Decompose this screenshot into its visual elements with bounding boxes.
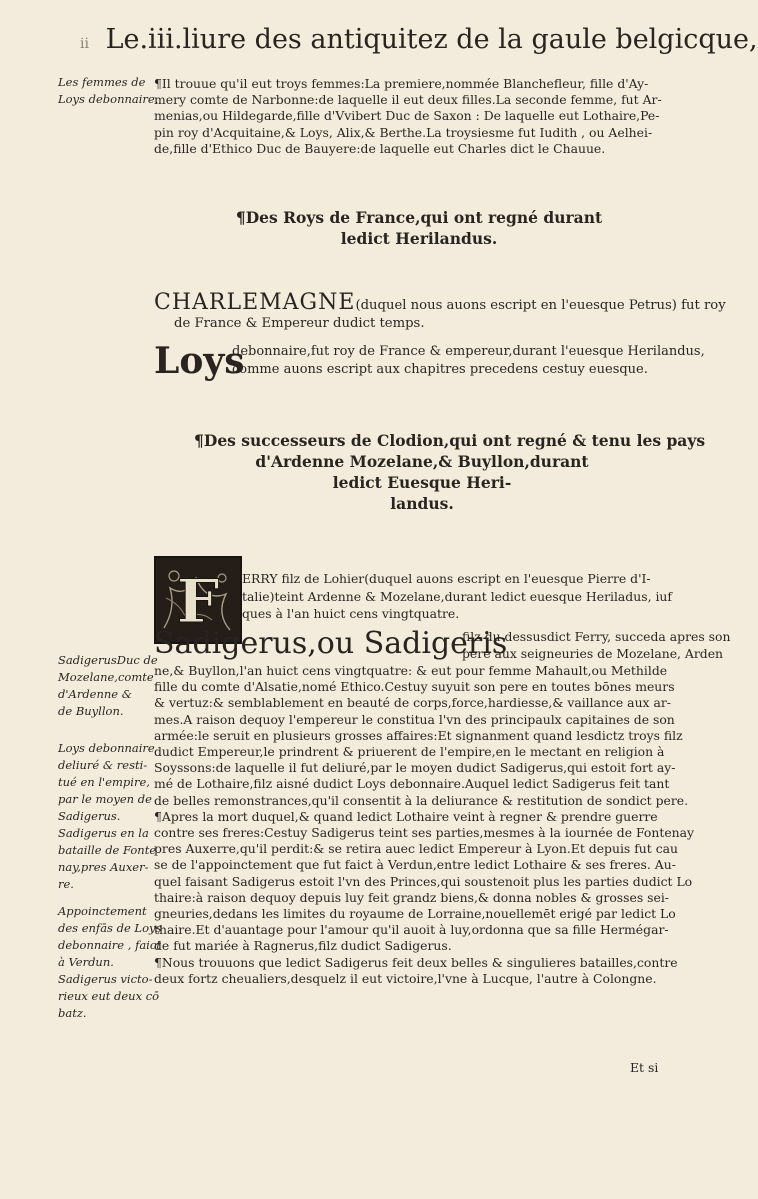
margin-note-line: des enfās de Loys [58,921,162,935]
margin-note-line: deliuré & resti- [58,758,148,772]
margin-note-line: Loys debonnaire. [58,92,159,106]
text-line: menias,ou Hildegarde,fille d'Vvibert Duc de Saxon : De laquelle eut Lothaire,Pe- [154,108,660,124]
text-line: mé de Lothaire,filz aisné dudict Loys debonnaire.Auquel ledict Sadigerus feit tant [154,776,670,792]
margin-note-sadigerus-duc [58,652,158,720]
margin-note-line: de Buyllon. [58,704,124,718]
margin-note-line: SadigerusDuc de [58,653,158,667]
heading-line: landus. [390,494,454,513]
margin-note-line: re. [58,877,74,891]
drop-letter: F [176,567,220,637]
margin-note-line: tué en l'empire, [58,775,150,789]
running-head-marks: ii [80,36,89,52]
running-head [80,18,758,66]
loys-paragraph [154,340,705,382]
margin-note-line: Les femmes de [58,75,146,89]
intro-paragraph [154,76,680,157]
margin-note-line: Loys debonnaire [58,741,155,755]
catchword: Et si [630,1060,659,1075]
text-line: quel faisant Sadigerus estoit l'vn des Princes,qui soustenoit plus les parties dudict Lo [154,873,693,889]
margin-note-femmes [58,74,159,108]
text-line: pere aux seigneuries de Mozelane, Arden [462,646,724,661]
heading-line: ledict Euesque Heri- [332,473,512,492]
text-line: ques à l'an huict cens vingtquatre. [242,606,460,621]
text-line: ¶Apres la mort duquel,& quand ledict Lothaire veint à regner & prendre guerre [154,808,658,824]
pilcrow-icon: ¶ [235,208,246,227]
text-line: pin roy d'Acquitaine,& Loys, Alix,& Berthe.La troysiesme fut Iudith , ou Aelhei- [154,124,653,140]
text-line: filz du dessusdict Ferry, succeda apres son [462,629,731,644]
ferry-paragraph [242,570,680,623]
charlemagne-name: CHARLEMAGNE [154,290,356,315]
text-line: talie)teint Ardenne & Mozelane,durant ledict euesque Heriladus, iuf [242,588,672,604]
text-line: ERRY filz de Lohier(duquel auons escript en l'euesque Pierre d'I- [242,571,651,586]
margin-note-line: Sadigerus en la [58,826,149,840]
margin-note-line: debonnaire , faict [58,938,161,952]
text-line: & vertuz:& semblablement en beauté de corps,force,hardiesse,& vaillance aux ar- [154,695,671,711]
text-line: armée:le seruit en plusieurs grosses affaires:Et signanment quand lesdictz troys filz [154,727,683,743]
margin-note-line: par le moyen de [58,792,152,806]
text-line: contre ses freres:Cestuy Sadigerus teint ses parties,mesmes à la iournée de Fontenay [154,825,695,841]
running-head-title: Le.iii.liure des antiquitez de la gaule belgicque, [105,24,758,55]
charlemagne-paragraph [154,290,726,333]
text-line: de,fille d'Ethico Duc de Bauyere:de laquelle eut Charles dict le Chauue. [154,140,606,156]
margin-note-line: Sadigerus. [58,809,121,823]
margin-note-line: Mozelane,comte [58,670,154,684]
text-line: se de l'appoinctement que fut faict à Verdun,entre ledict Lothaire & ses freres. Au- [154,857,676,873]
sadigerus-name: Sadigerus,ou Sadigeris [154,626,508,661]
margin-note-line: d'Ardenne & [58,687,133,701]
text-line: ¶Il trouue qu'il eut troys femmes:La premiere,nommée Blanchefleur, fille d'Ay- [154,76,649,91]
margin-note-line: batz. [58,1006,87,1020]
text-line: deux fortz cheualiers,desquelz il eut victoire,l'vne à Lucque, l'autre à Colongne. [154,970,657,986]
margin-note-loys-deliure [58,740,157,893]
text-line: ¶Nous trouuons que ledict Sadigerus feit deux belles & singulieres batailles,contre [154,954,678,970]
text-line: fille du comte d'Alsatie,nomé Ethico.Cestuy suyuit son pere en toutes bōnes meurs [154,679,675,695]
text-line: dudict Empereur,le prindrent & priuerent de l'empire,en le mectant en religion à [154,744,665,760]
text-line: de belles remonstrances,qu'il consentit à la deliurance & restitution de sondict pere. [154,792,689,808]
margin-note-line: nay,pres Auxer- [58,860,149,874]
margin-note-line: Sadigerus victo- [58,972,153,986]
pilcrow-icon: ¶ [194,431,204,450]
margin-note-line: rieux eut deux cō [58,989,160,1003]
heading-line: Des Roys de France,qui ont regné durant [245,208,603,227]
text-line: debonnaire,fut roy de France & empereur,durant l'euesque Herilandus, [232,344,705,359]
loys-name: Loys [154,340,245,382]
margin-note-appoinctement [58,903,162,1022]
text-line: Soyssons:de laquelle il fut deliuré,par le moyen dudict Sadigerus,qui estoit fort ay- [154,760,676,776]
margin-note-line: à Verdun. [58,955,114,969]
margin-note-line: bataille de Fonte [58,843,157,857]
section-heading-roys [234,207,604,249]
text-line: de fut mariée à Ragnerus,filz dudict Sadigerus. [154,938,452,954]
heading-line: Des successeurs de Clodion,qui ont regné & tenu les pays [203,431,706,450]
text-line: gneuries,dedans les limites du royaume de Lorraine,nouellemēt erigé par ledict Lo [154,906,676,922]
margin-note-line: Appoinctement [58,904,147,918]
text-line: pres Auxerre,qu'il perdit:& se retira auec ledict Empereur à Lyon.Et depuis fut cau [154,841,679,857]
text-line: thaire:à raison dequoy depuis luy feit grandz biens,& donna nobles & grosses sei- [154,889,669,905]
heading-line: ledict Herilandus. [340,229,498,248]
text-line: mes.A raison dequoy l'empereur le constitua l'vn des principaulx capitaines de son [154,711,675,727]
text-line: thaire.Et d'auantage pour l'amour qu'il auoit à luy,ordonna que sa fille Hermégar- [154,922,669,938]
text-line: (duquel nous auons escript en l'euesque Petrus) fut roy [355,298,726,313]
text-line: mery comte de Narbonne:de laquelle il eut deux filles.La seconde femme, fut Ar- [154,92,662,108]
heading-line: d'Ardenne Mozelane,& Buyllon,durant [255,452,589,471]
section-heading-successeurs [194,430,706,514]
text-line: de France & Empereur dudict temps. [174,316,425,331]
text-line: ne,& Buyllon,l'an huict cens vingtquatre: & eut pour femme Mahault,ou Methilde [154,663,668,678]
text-line: comme auons escript aux chapitres precedens cestuy euesque. [232,362,648,377]
